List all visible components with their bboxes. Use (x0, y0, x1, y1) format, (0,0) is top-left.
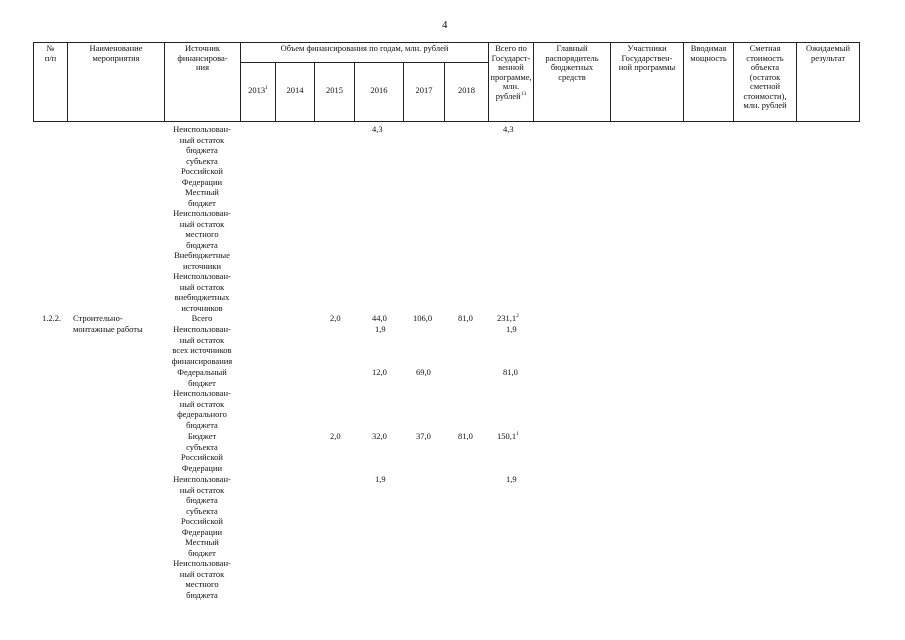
header-num: № п/п (44, 43, 57, 63)
header-participants: Участники Государствен- ной программы (618, 43, 676, 72)
header-result: Ожидаемый результат (805, 43, 851, 63)
header-name: Наименование мероприятия (89, 43, 143, 63)
page-number: 4 (442, 19, 448, 31)
value-2017: 106,0 (413, 313, 433, 323)
value-total: 81,0 (503, 367, 518, 377)
source-cell: Неиспользован- ный остаток местного бюджета (173, 558, 231, 600)
source-cell: Неиспользован- ный остаток внебюджетных источников (173, 271, 231, 313)
header-capacity: Вводимая мощность (690, 43, 727, 63)
source-cell: Всего (191, 313, 213, 323)
source-cell: Неиспользован- ный остаток федерального бюджета (173, 388, 231, 430)
header-year-2015: 2015 (326, 85, 343, 95)
source-cell: Неиспользован- ный остаток бюджета субъекта Российской Федерации (173, 124, 231, 187)
source-cell: Местный бюджет (185, 537, 219, 558)
value-2017: 69,0 (416, 367, 431, 377)
source-cell: Неиспользован- ный остаток бюджета субъекта Российской Федерации (173, 474, 231, 537)
header-estimate: Сметная стоимость объекта (остаток сметной стоимости), млн. рублей (743, 43, 787, 110)
header-volume: Объем финансирования по годам, млн. рублей (280, 43, 449, 53)
value-total: 4,3 (503, 124, 514, 134)
row-number: 1.2.2. (42, 313, 62, 323)
header-gov-manager: Главный распорядитель бюджетных средств (545, 43, 599, 82)
source-cell: Бюджет субъекта Российской Федерации (181, 431, 223, 473)
row-name: Строительно- монтажные работы (73, 313, 143, 334)
table-header (33, 42, 860, 122)
value-2018: 81,0 (458, 431, 473, 441)
value-2018: 81,0 (458, 313, 473, 323)
value-total: 231,1$^2$ (497, 313, 519, 323)
value-2016: 1,9 (375, 324, 386, 334)
value-total: 150,1$^1$ (497, 431, 519, 441)
value-2016: 4,3 (372, 124, 383, 134)
header-source: Источник финансирова- ния (177, 43, 228, 72)
header-total: Всего по Государст- венной программе, млн. рублей$^{13}$ (490, 43, 532, 101)
value-2016: 12,0 (372, 367, 387, 377)
value-total: 1,9 (506, 324, 517, 334)
source-cell: Внебюджетные источники (174, 250, 230, 271)
value-2015: 2,0 (330, 313, 341, 323)
value-total: 1,9 (506, 474, 517, 484)
header-year-2017: 2017 (415, 85, 433, 95)
header-year-2018: 2018 (458, 85, 475, 95)
header-year-2016: 2016 (370, 85, 388, 95)
value-2017: 37,0 (416, 431, 431, 441)
header-year-2014: 2014 (286, 85, 304, 95)
source-cell: Федеральный бюджет (177, 367, 227, 388)
value-2016: 32,0 (372, 431, 387, 441)
source-cell: Неиспользован- ный остаток местного бюджета (173, 208, 231, 250)
source-cell: Местный бюджет (185, 187, 219, 208)
value-2016: 44,0 (372, 313, 387, 323)
source-cell: Неиспользован- ный остаток всех источников финансирования (171, 324, 233, 366)
header-year-2013: 2013$^1$ (248, 85, 268, 95)
value-2016: 1,9 (375, 474, 386, 484)
value-2015: 2,0 (330, 431, 341, 441)
